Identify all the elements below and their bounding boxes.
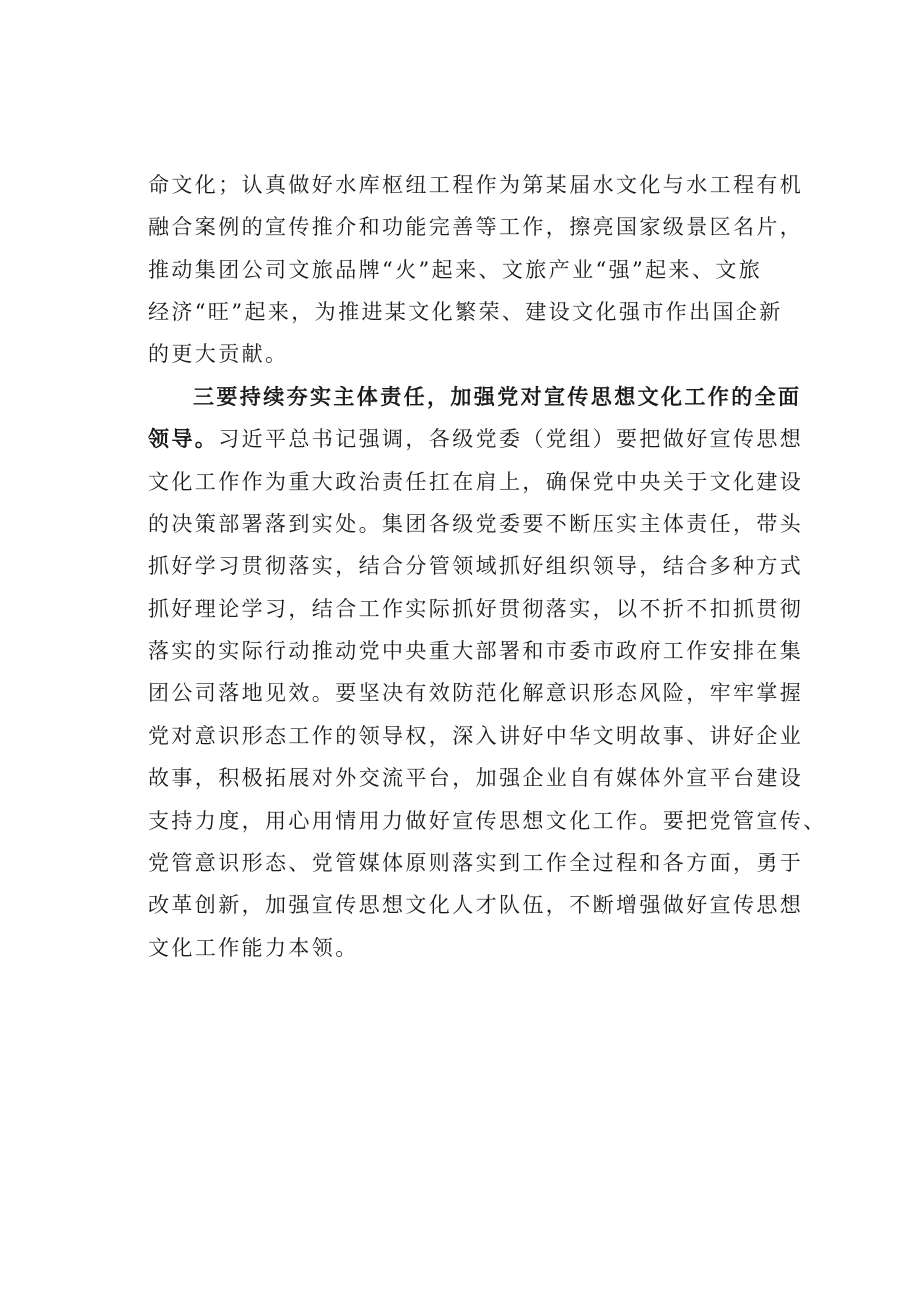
- paragraph-line: 的更大贡献。: [148, 342, 289, 366]
- section-first-line: [148, 426, 808, 452]
- paragraph-line: 命文化；认真做好水库枢纽工程作为第某届水文化与水工程有机: [148, 173, 804, 197]
- paragraph-line: 推动集团公司文旅品牌“火”起来、文旅产业“强”起来、文旅: [148, 258, 763, 282]
- paragraph-line: 故事，积极拓展对外交流平台，加强企业自有媒体外宣平台建设: [148, 766, 804, 790]
- paragraph-line: 的决策部署落到实处。集团各级党委要不断压实主体责任，带头: [148, 512, 804, 536]
- paragraph-line: 党管意识形态、党管媒体原则落实到工作全过程和各方面，勇于: [148, 851, 804, 875]
- section-heading-end: 领导。: [148, 426, 219, 451]
- paragraph-line: 落实的实际行动推动党中央重大部署和市委市政府工作安排在集: [148, 639, 804, 663]
- paragraph-line: 党对意识形态工作的领导权，深入讲好中华文明故事、讲好企业: [148, 724, 804, 748]
- paragraph-line: 融合案例的宣传推介和功能完善等工作，擦亮国家级景区名片，: [148, 215, 804, 239]
- paragraph-line: 文化工作作为重大政治责任扛在肩上，确保党中央关于文化建设: [148, 470, 804, 494]
- paragraph-line: 支持力度，用心用情用力做好宣传思想文化工作。要把党管宣传、: [148, 809, 827, 833]
- paragraph-line: 抓好学习贯彻落实，结合分管领域抓好组织领导，结合多种方式: [148, 554, 804, 578]
- section-heading: 三要持续夯实主体责任，加强党对宣传思想文化工作的全面: [193, 384, 802, 409]
- paragraph-line: 改革创新，加强宣传思想文化人才队伍，不断增强做好宣传思想: [148, 893, 804, 917]
- section-line-text: 习近平总书记强调，各级党委（党组）要把做好宣传思想: [218, 427, 804, 451]
- paragraph-line: 抓好理论学习，结合工作实际抓好贯彻落实，以不折不扣抓贯彻: [148, 597, 804, 621]
- paragraph-line: 文化工作能力本领。: [148, 936, 359, 960]
- paragraph-line: 经济“旺”起来，为推进某文化繁荣、建设文化强市作出国企新: [148, 300, 783, 324]
- paragraph-line: 团公司落地见效。要坚决有效防范化解意识形态风险，牢牢掌握: [148, 681, 804, 705]
